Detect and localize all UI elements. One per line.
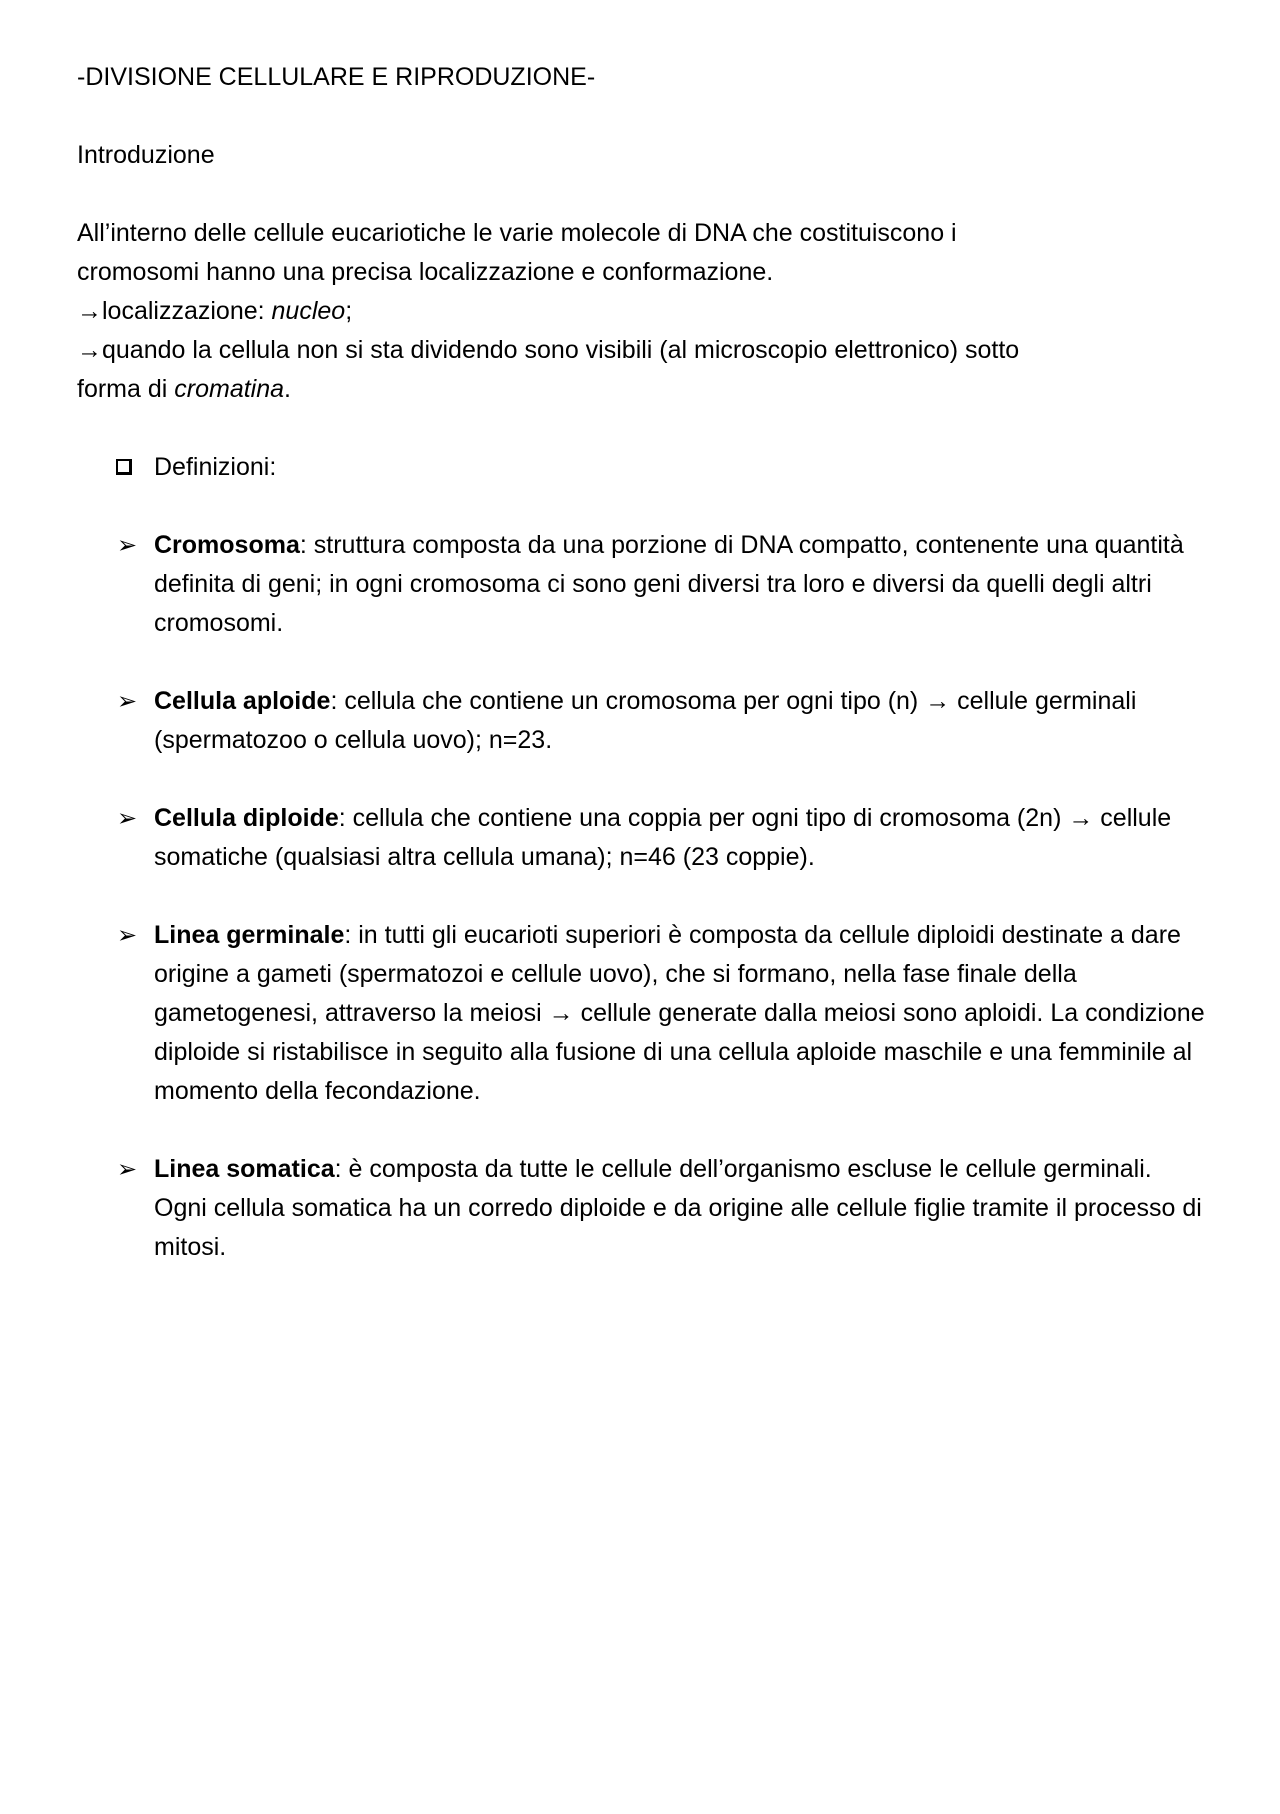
localization-value: nucleo — [271, 297, 346, 325]
chromatin-term: cromatina — [174, 375, 285, 403]
visibility-suffix: . — [284, 375, 291, 403]
arrow-bullet-icon: ➢ — [117, 1155, 138, 1183]
definition-term: Cromosoma — [154, 531, 300, 559]
definition-text: : in tutti gli eucarioti superiori è composta da cellule diploidi destinate a dare origine a gameti (spermatozoi e cellule uovo), che si formano, nella fase finale della gametogenesi, attraverso la meiosi → cellule generate dalla meiosi sono aploidi. La condizione diploide si ristabilisce in seguito alla fusione di una cellula aploide maschile e una femminile al momento della fecondazione. — [154, 921, 1205, 1105]
definition-item — [77, 1150, 1207, 1267]
spacer — [77, 97, 1207, 136]
spacer — [77, 175, 1207, 214]
checkbox-icon — [116, 459, 132, 475]
definition-text: : cellula che contiene un cromosoma per ogni tipo (n) → cellule germinali (spermatozoo o cellula uovo); n=23. — [154, 687, 1137, 754]
visibility-line-2 — [77, 370, 1207, 409]
localization-line — [77, 292, 1207, 331]
arrow-bullet-icon: ➢ — [117, 804, 138, 832]
localization-prefix: →localizzazione: — [77, 297, 272, 325]
visibility-prefix: forma di — [77, 375, 175, 403]
intro-line: cromosomi hanno una precisa localizzazione e conformazione. — [77, 258, 774, 286]
definition-text: : è composta da tutte le cellule dell’organismo escluse le cellule germinali. Ogni cellula somatica ha un corredo diploide e da origine alle cellule figlie tramite il processo di mitosi. — [154, 1155, 1202, 1261]
document-title: -DIVISIONE CELLULARE E RIPRODUZIONE- — [77, 63, 596, 91]
definitions-checklist-item — [77, 448, 1207, 487]
arrow-bullet-icon: ➢ — [117, 687, 138, 715]
definition-term: Linea somatica — [154, 1155, 335, 1183]
definition-term: Linea germinale — [154, 921, 345, 949]
definition-term: Cellula aploide — [154, 687, 331, 715]
definition-item — [77, 916, 1207, 1111]
definition-item — [77, 526, 1207, 643]
intro-line: All’interno delle cellule eucariotiche le varie molecole di DNA che costituiscono i — [77, 219, 957, 247]
definition-text: : struttura composta da una porzione di DNA compatto, contenente una quantità definita di geni; in ogni cromosoma ci sono geni diversi tra loro e diversi da quelli degli altri cromosomi. — [154, 531, 1184, 637]
definition-item — [77, 799, 1207, 877]
arrow-bullet-icon: ➢ — [117, 921, 138, 949]
arrow-bullet-icon: ➢ — [117, 531, 138, 559]
definitions-list — [77, 526, 1207, 1267]
visibility-line: →quando la cellula non si sta dividendo sono visibili (al microscopio elettronico) sotto — [77, 336, 1020, 364]
definition-text: : cellula che contiene una coppia per ogni tipo di cromosoma (2n) → cellule somatiche (qualsiasi altra cellula umana); n=46 (23 coppie). — [154, 804, 1172, 871]
document-page — [77, 58, 1207, 1267]
definition-item — [77, 682, 1207, 760]
spacer — [77, 409, 1207, 448]
definition-term: Cellula diploide — [154, 804, 339, 832]
localization-suffix: ; — [345, 297, 353, 325]
section-heading: Introduzione — [77, 141, 215, 169]
definitions-label: Definizioni: — [154, 453, 277, 481]
